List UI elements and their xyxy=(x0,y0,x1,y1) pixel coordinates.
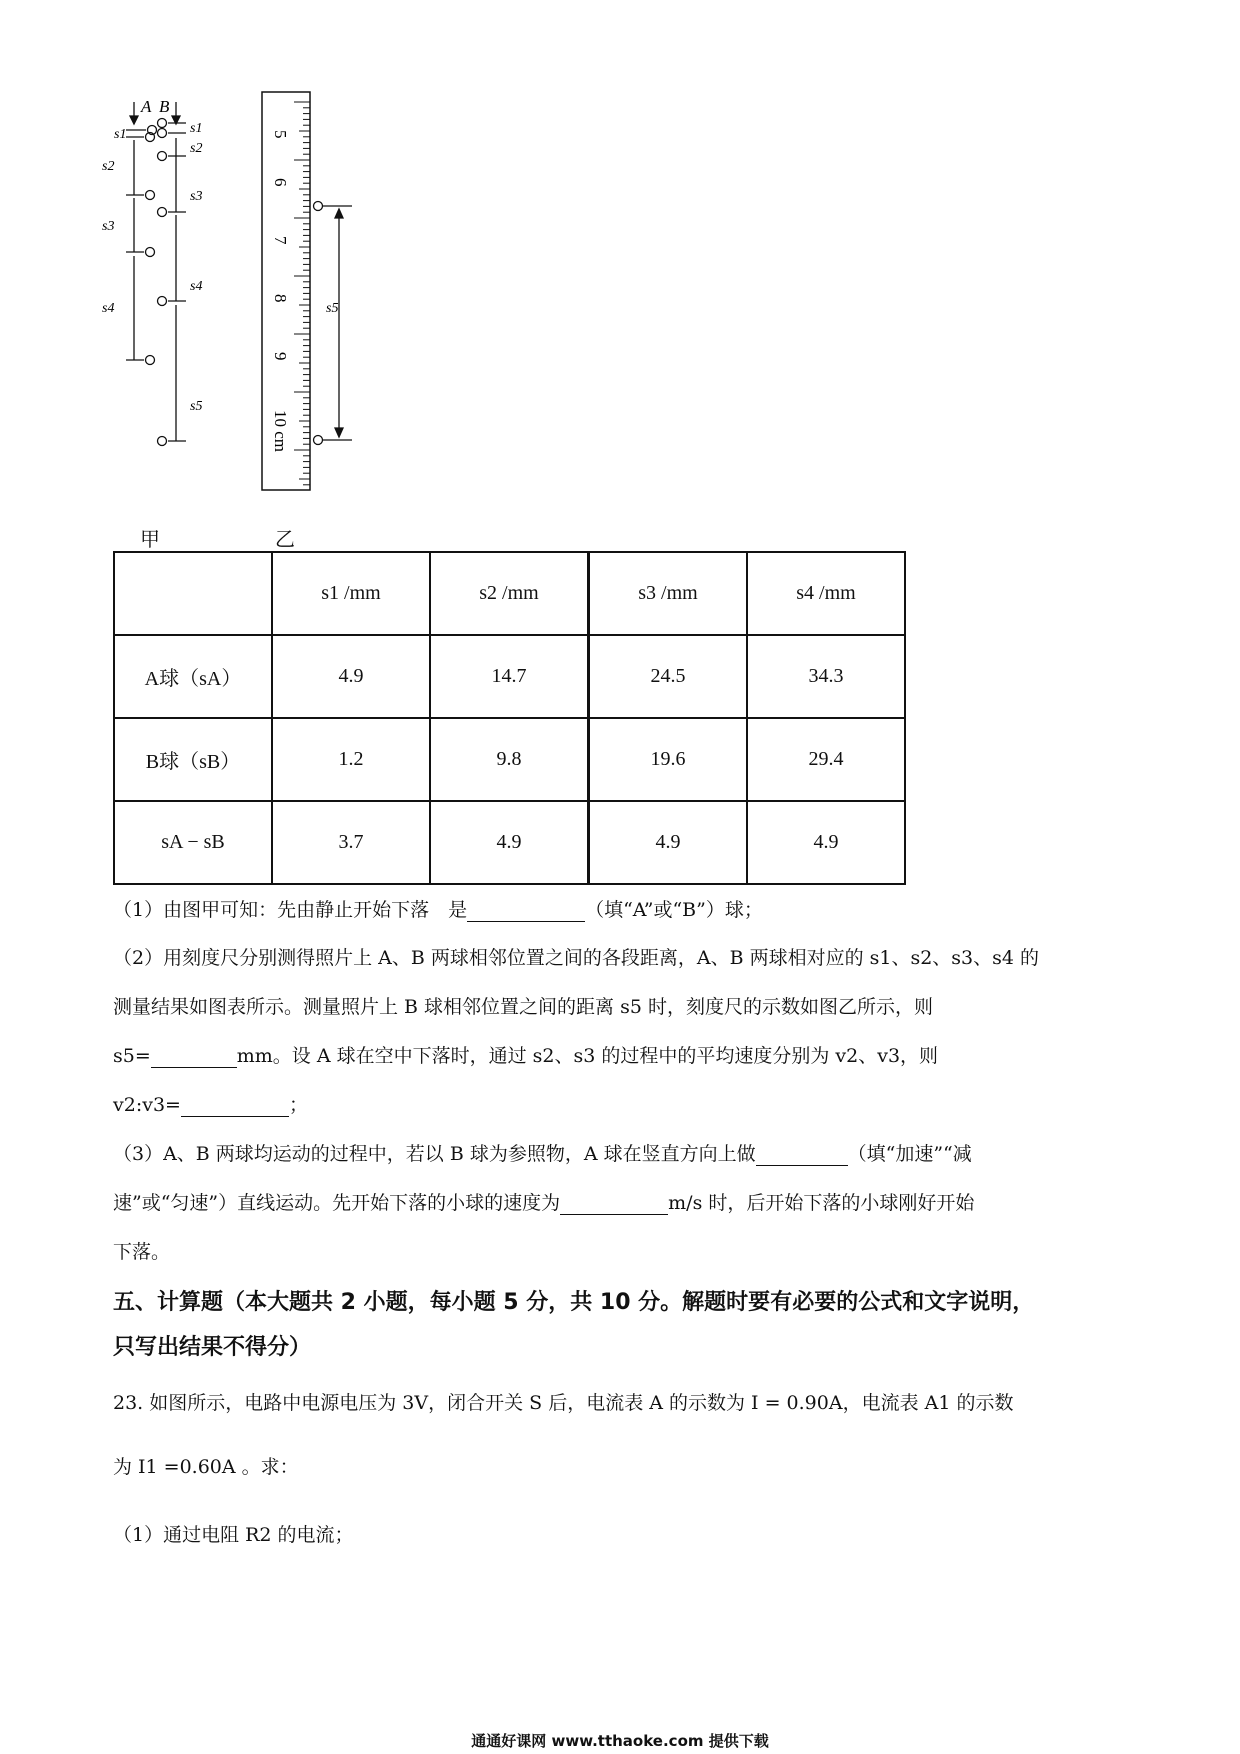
question-3-line-1 xyxy=(113,1139,972,1166)
answer-blank-1[interactable] xyxy=(467,901,585,922)
section-heading-line-1: 五、计算题（本大题共 2 小题，每小题 5 分，共 10 分。解题时要有必要的公式和文字说明， xyxy=(113,1290,1035,1315)
question-3-line-3: 下落。 xyxy=(113,1241,171,1263)
q3-text-a: （3）A、B 两球均运动的过程中，若以 B 球为参照物，A 球在竖直方向上做 xyxy=(113,1143,756,1165)
table-cell: 19.6 xyxy=(589,718,748,801)
answer-blank-ratio[interactable] xyxy=(181,1096,289,1117)
ruler-label-s5: s5 xyxy=(326,301,339,316)
table-header-cell: s4 /mm xyxy=(747,552,905,635)
table-cell: 14.7 xyxy=(430,635,589,718)
ruler-measure xyxy=(314,202,353,445)
ruler-number: 10 cm xyxy=(271,410,290,453)
ruler-number: 9 xyxy=(271,352,290,361)
label-B-s2: s2 xyxy=(190,141,203,156)
table-cell: 1.2 xyxy=(272,718,430,801)
q3-text-b: （填“加速”“减 xyxy=(847,1143,972,1165)
q3-text-d: m/s 时，后开始下落的小球刚好开始 xyxy=(668,1192,975,1214)
q2-end: ； xyxy=(288,1094,308,1116)
table-header-row xyxy=(114,552,905,635)
measurement-table xyxy=(113,551,906,885)
q3-text-c: 速”或“匀速”）直线运动。先开始下落的小球的速度为 xyxy=(113,1192,561,1214)
ruler-number: 5 xyxy=(271,130,290,139)
table-cell: 4.9 xyxy=(747,801,905,884)
question-3-line-2 xyxy=(113,1188,974,1215)
answer-blank-s5[interactable] xyxy=(151,1047,237,1068)
caption-jia: 甲 xyxy=(140,527,160,551)
table-cell: 34.3 xyxy=(747,635,905,718)
question-2-line-4 xyxy=(113,1090,308,1117)
ruler-number: 8 xyxy=(271,294,290,303)
ball-A-column xyxy=(126,102,157,365)
table-row xyxy=(114,718,905,801)
label-B: B xyxy=(159,97,170,116)
label-A-s2: s2 xyxy=(102,159,115,174)
ruler-number: 6 xyxy=(271,178,290,187)
figure-diagram xyxy=(100,90,400,510)
ball-B-column xyxy=(158,102,187,446)
question-2-line-3 xyxy=(113,1041,938,1068)
q2-text: mm。设 A 球在空中下落时，通过 s2、s3 的过程中的平均速度分别为 v2、v3，则 xyxy=(236,1045,939,1067)
question-23-line-1: 23. 如图所示，电路中电源电压为 3V，闭合开关 S 后，电流表 A 的示数为 I = 0.90A，电流表 A1 的示数 xyxy=(113,1392,1014,1414)
table-cell: 4.9 xyxy=(430,801,589,884)
answer-blank-speed[interactable] xyxy=(560,1194,668,1215)
table-cell: 9.8 xyxy=(430,718,589,801)
answer-blank-motion[interactable] xyxy=(756,1145,848,1166)
label-A-s4: s4 xyxy=(102,301,115,316)
label-B-s1: s1 xyxy=(190,121,203,136)
q2-ratio-label: v2:v3= xyxy=(113,1094,181,1116)
table-header-cell: s2 /mm xyxy=(430,552,589,635)
page-footer: 通通好课网 www.tthaoke.com 提供下载 xyxy=(471,1732,769,1750)
label-A: A xyxy=(141,97,152,116)
row-label: sA − sB xyxy=(114,801,272,884)
table-cell: 24.5 xyxy=(589,635,748,718)
label-B-s4: s4 xyxy=(190,279,203,294)
label-A-s3: s3 xyxy=(102,219,115,234)
q1-text-b: （填“A”或“B”）球； xyxy=(585,899,763,921)
section-heading-line-2: 只写出结果不得分） xyxy=(113,1335,312,1360)
table-cell: 29.4 xyxy=(747,718,905,801)
row-label: B球（sB） xyxy=(114,718,272,801)
question-1 xyxy=(113,895,763,922)
label-A-s1: s1 xyxy=(114,127,127,142)
caption-yi: 乙 xyxy=(275,527,295,551)
q2-s5-label: s5= xyxy=(113,1045,151,1067)
table-cell: 4.9 xyxy=(272,635,430,718)
table-header-cell xyxy=(114,552,272,635)
question-2-line-1: （2）用刻度尺分别测得照片上 A、B 两球相邻位置之间的各段距离，A、B 两球相对应的 s1、s2、s3、s4 的 xyxy=(113,947,1040,969)
table-header-cell: s1 /mm xyxy=(272,552,430,635)
label-B-s5: s5 xyxy=(190,399,203,414)
q1-text-a: （1）由图甲可知：先由静止开始下落 是 xyxy=(113,899,468,921)
question-2-line-2: 测量结果如图表所示。测量照片上 B 球相邻位置之间的距离 s5 时，刻度尺的示数如图乙所示，则 xyxy=(113,996,933,1018)
ruler-number: 7 xyxy=(271,236,290,245)
table-header-cell: s3 /mm xyxy=(589,552,748,635)
table-cell: 4.9 xyxy=(589,801,748,884)
label-B-s3: s3 xyxy=(190,189,203,204)
question-23-line-2: 为 I1 =0.60A 。求： xyxy=(113,1456,299,1478)
table-cell: 3.7 xyxy=(272,801,430,884)
ruler-numbers xyxy=(271,130,290,452)
table-row xyxy=(114,801,905,884)
row-label: A球（sA） xyxy=(114,635,272,718)
table-row xyxy=(114,635,905,718)
question-23-sub-1: （1）通过电阻 R2 的电流； xyxy=(113,1524,354,1546)
